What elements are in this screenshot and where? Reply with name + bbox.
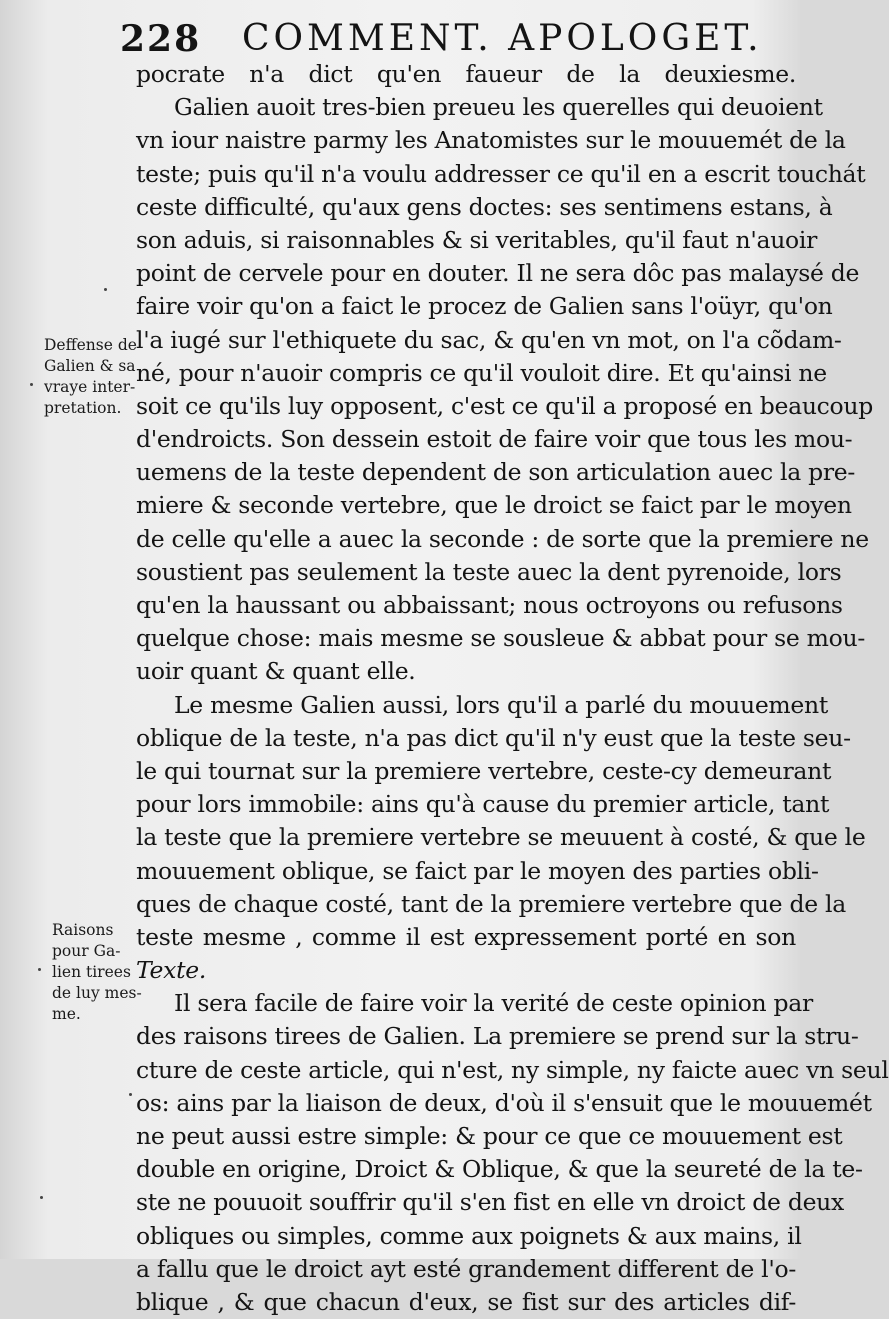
text-line: ne peut aussi estre simple: & pour ce que ce mouuement est	[136, 1122, 843, 1150]
text-line: uoir quant & quant elle.	[136, 657, 416, 686]
text-line: uemens de la teste dependent de son articulation auec la pre-	[136, 458, 856, 487]
text-line: ques de chaque costé, tant de la premiere vertebre que de la	[136, 889, 846, 918]
ink-speck	[38, 968, 41, 971]
margin-note-line: Galien & sa	[44, 357, 136, 375]
margin-note-defense	[44, 335, 148, 419]
text-line: os: ains par la liaison de deux, d'où il s'ensuit que le mouuemét	[136, 1088, 872, 1117]
text-line: double en origine, Droict & Oblique, & que la seureté de la te-	[136, 1155, 863, 1184]
margin-note-line: vraye inter-	[44, 378, 136, 396]
text-line: faire voir qu'on a faict le procez de Galien sans l'oüyr, qu'on	[136, 292, 833, 321]
text-line: miere & seconde vertebre, que le droict se faict par le moyen	[136, 491, 852, 520]
text-line: cture de ceste article, qui n'est, ny simple, ny faicte auec vn seul	[136, 1055, 889, 1084]
text-line: pocrate n'a dict qu'en faueur de la deuxiesme.	[136, 60, 796, 88]
text-line: a fallu que le droict ayt esté grandement different de l'o-	[136, 1254, 796, 1283]
margin-note-reasons	[52, 920, 156, 1025]
margin-note-line: Deffense de	[44, 336, 137, 354]
text-line: pour lors immobile: ains qu'à cause du premier article, tant	[136, 790, 830, 819]
margin-note-line: pretation.	[44, 399, 122, 417]
text-line: d'endroicts. Son dessein estoit de faire voir que tous les mou-	[136, 425, 853, 454]
text-line: Le mesme Galien aussi, lors qu'il a parlé du mouuement	[174, 690, 828, 719]
text-line: de celle qu'elle a auec la seconde : de sorte que la premiere ne	[136, 524, 869, 553]
text-line: le qui tournat sur la premiere vertebre, ceste-cy demeurant	[136, 756, 832, 785]
ink-speck	[129, 1093, 132, 1096]
body-text	[136, 58, 889, 1319]
text-line: né, pour n'auoir compris ce qu'il vouloit dire. Et qu'ainsi ne	[136, 358, 827, 387]
running-head	[120, 18, 790, 62]
margin-note-line: me.	[52, 1005, 81, 1023]
text-line: obliques ou simples, comme aux poignets & aux mains, il	[136, 1221, 802, 1250]
text-line: vn iour naistre parmy les Anatomistes sur le mouuemét de la	[136, 126, 846, 155]
text-line: point de cervele pour en douter. Il ne sera dôc pas malaysé de	[136, 259, 860, 288]
margin-note-line: pour Ga-	[52, 942, 121, 960]
text-line: soit ce qu'ils luy opposent, c'est ce qu'il a proposé en beaucoup	[136, 391, 873, 420]
text-line: teste; puis qu'il n'a voulu addresser ce qu'il en a escrit touchát	[136, 159, 866, 188]
ink-speck	[104, 288, 107, 291]
ink-speck	[30, 383, 33, 386]
text-line: mouuement oblique, se faict par le moyen des parties obli-	[136, 856, 819, 885]
text-line: ceste difficulté, qu'aux gens doctes: ses sentimens estans, à	[136, 192, 833, 221]
text-line: Galien auoit tres-bien preueu les querelles qui deuoient	[174, 93, 823, 122]
text-line: Il sera facile de faire voir la verité de ceste opinion par	[174, 989, 813, 1018]
running-title: COMMENT. APOLOGET.	[242, 18, 763, 59]
page-number: 228	[120, 18, 202, 60]
margin-note-line: lien tirees	[52, 963, 131, 981]
text-line: l'a iugé sur l'ethiquete du sac, & qu'en vn mot, on l'a cõdam-	[136, 325, 842, 354]
text-line: blique , & que chacun d'eux, se fist sur des articles dif-	[136, 1287, 796, 1316]
text-line: des raisons tirees de Galien. La premiere se prend sur la stru-	[136, 1022, 859, 1051]
text-line: la teste que la premiere vertebre se meuuent à costé, & que le	[136, 823, 866, 852]
text-line: son aduis, si raisonnables & si veritables, qu'il faut n'auoir	[136, 225, 818, 254]
margin-note-line: Raisons	[52, 921, 114, 939]
text-line: ste ne pouuoit souffrir qu'il s'en fist en elle vn droict de deux	[136, 1188, 844, 1217]
text-line: teste mesme , comme il est expressement porté en son	[136, 922, 796, 951]
text-line: qu'en la haussant ou abbaissant; nous octroyons ou refusons	[136, 591, 843, 619]
text-line: quelque chose: mais mesme se sousleue & abbat pour se mou-	[136, 624, 865, 653]
text-line: soustient pas seulement la teste auec la dent pyrenoide, lors	[136, 557, 842, 586]
ink-speck	[40, 1196, 43, 1199]
text-line: Texte.	[136, 956, 207, 985]
text-line: oblique de la teste, n'a pas dict qu'il n'y eust que la teste seu-	[136, 723, 851, 752]
margin-note-line: de luy mes-	[52, 984, 142, 1002]
